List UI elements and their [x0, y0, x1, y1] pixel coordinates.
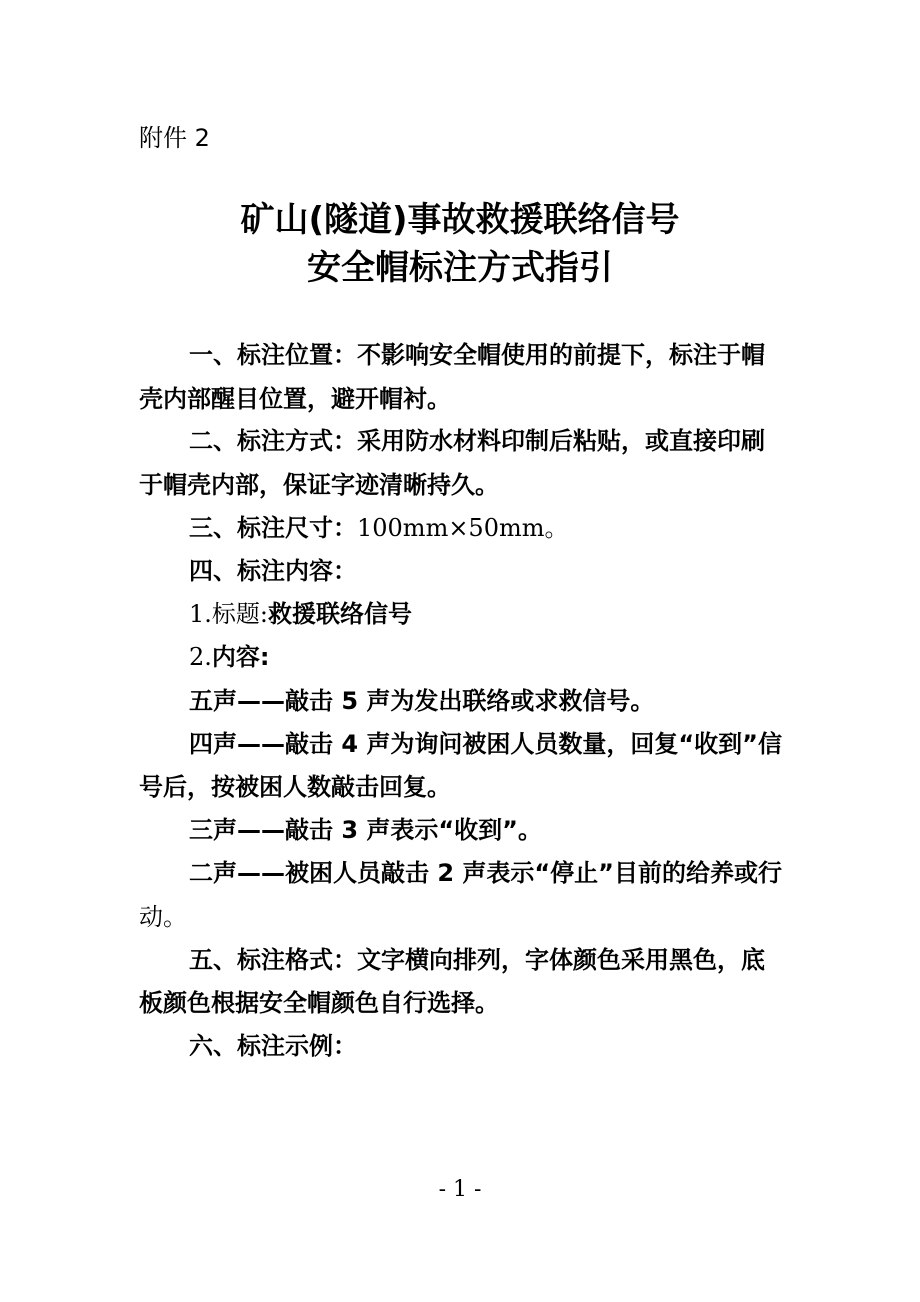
- content-item-2-prefix: 2.: [189, 643, 212, 671]
- section-2-line-2: 于帽壳内部，保证字迹清晰持久。: [139, 471, 499, 499]
- section-5-line-1: 五、标注格式：文字横向排列，字体颜色采用黑色，底: [189, 946, 765, 974]
- content-item-1-text: 救援联络信号: [267, 600, 412, 628]
- signal-two-line-1: 二声——被困人员敲击 2 声表示“停止”目前的给养或行: [189, 859, 782, 887]
- document-title-line-2: 安全帽标注方式指引: [307, 248, 613, 288]
- section-6-heading: 六、标注示例：: [189, 1032, 357, 1060]
- signal-four-line-2: 号后，按被困人数敲击回复。: [139, 773, 451, 801]
- signal-two-line-2: 动。: [139, 903, 187, 931]
- content-item-2: [189, 635, 779, 679]
- section-2-line-1: 二、标注方式：采用防水材料印制后粘贴，或直接印刷: [189, 427, 765, 455]
- content-item-2-text: 内容:: [211, 643, 270, 671]
- section-3-value: 100mm×50mm。: [357, 514, 569, 542]
- content-item-1: [189, 592, 779, 636]
- document-title-line-1: 矿山(隧道)事故救援联络信号: [240, 200, 680, 240]
- content-item-1-prefix: 1.标题:: [189, 600, 268, 628]
- section-4-heading: 四、标注内容：: [189, 557, 357, 585]
- section-1-line-1: 一、标注位置：不影响安全帽使用的前提下，标注于帽: [189, 341, 765, 369]
- section-3: [189, 506, 779, 550]
- attachment-label: 附件 2: [139, 124, 210, 152]
- page-number: - 1 -: [438, 1177, 482, 1202]
- section-5-line-2: 板颜色根据安全帽颜色自行选择。: [139, 989, 499, 1017]
- section-1-line-2: 壳内部醒目位置，避开帽衬。: [139, 385, 451, 413]
- signal-five: 五声——敲击 5 声为发出联络或求救信号。: [189, 687, 655, 715]
- section-3-label: 三、标注尺寸：: [189, 514, 357, 542]
- signal-four-line-1: 四声——敲击 4 声为询问被困人员数量，回复“收到”信: [189, 730, 782, 758]
- signal-three: 三声——敲击 3 声表示“收到”。: [189, 816, 542, 844]
